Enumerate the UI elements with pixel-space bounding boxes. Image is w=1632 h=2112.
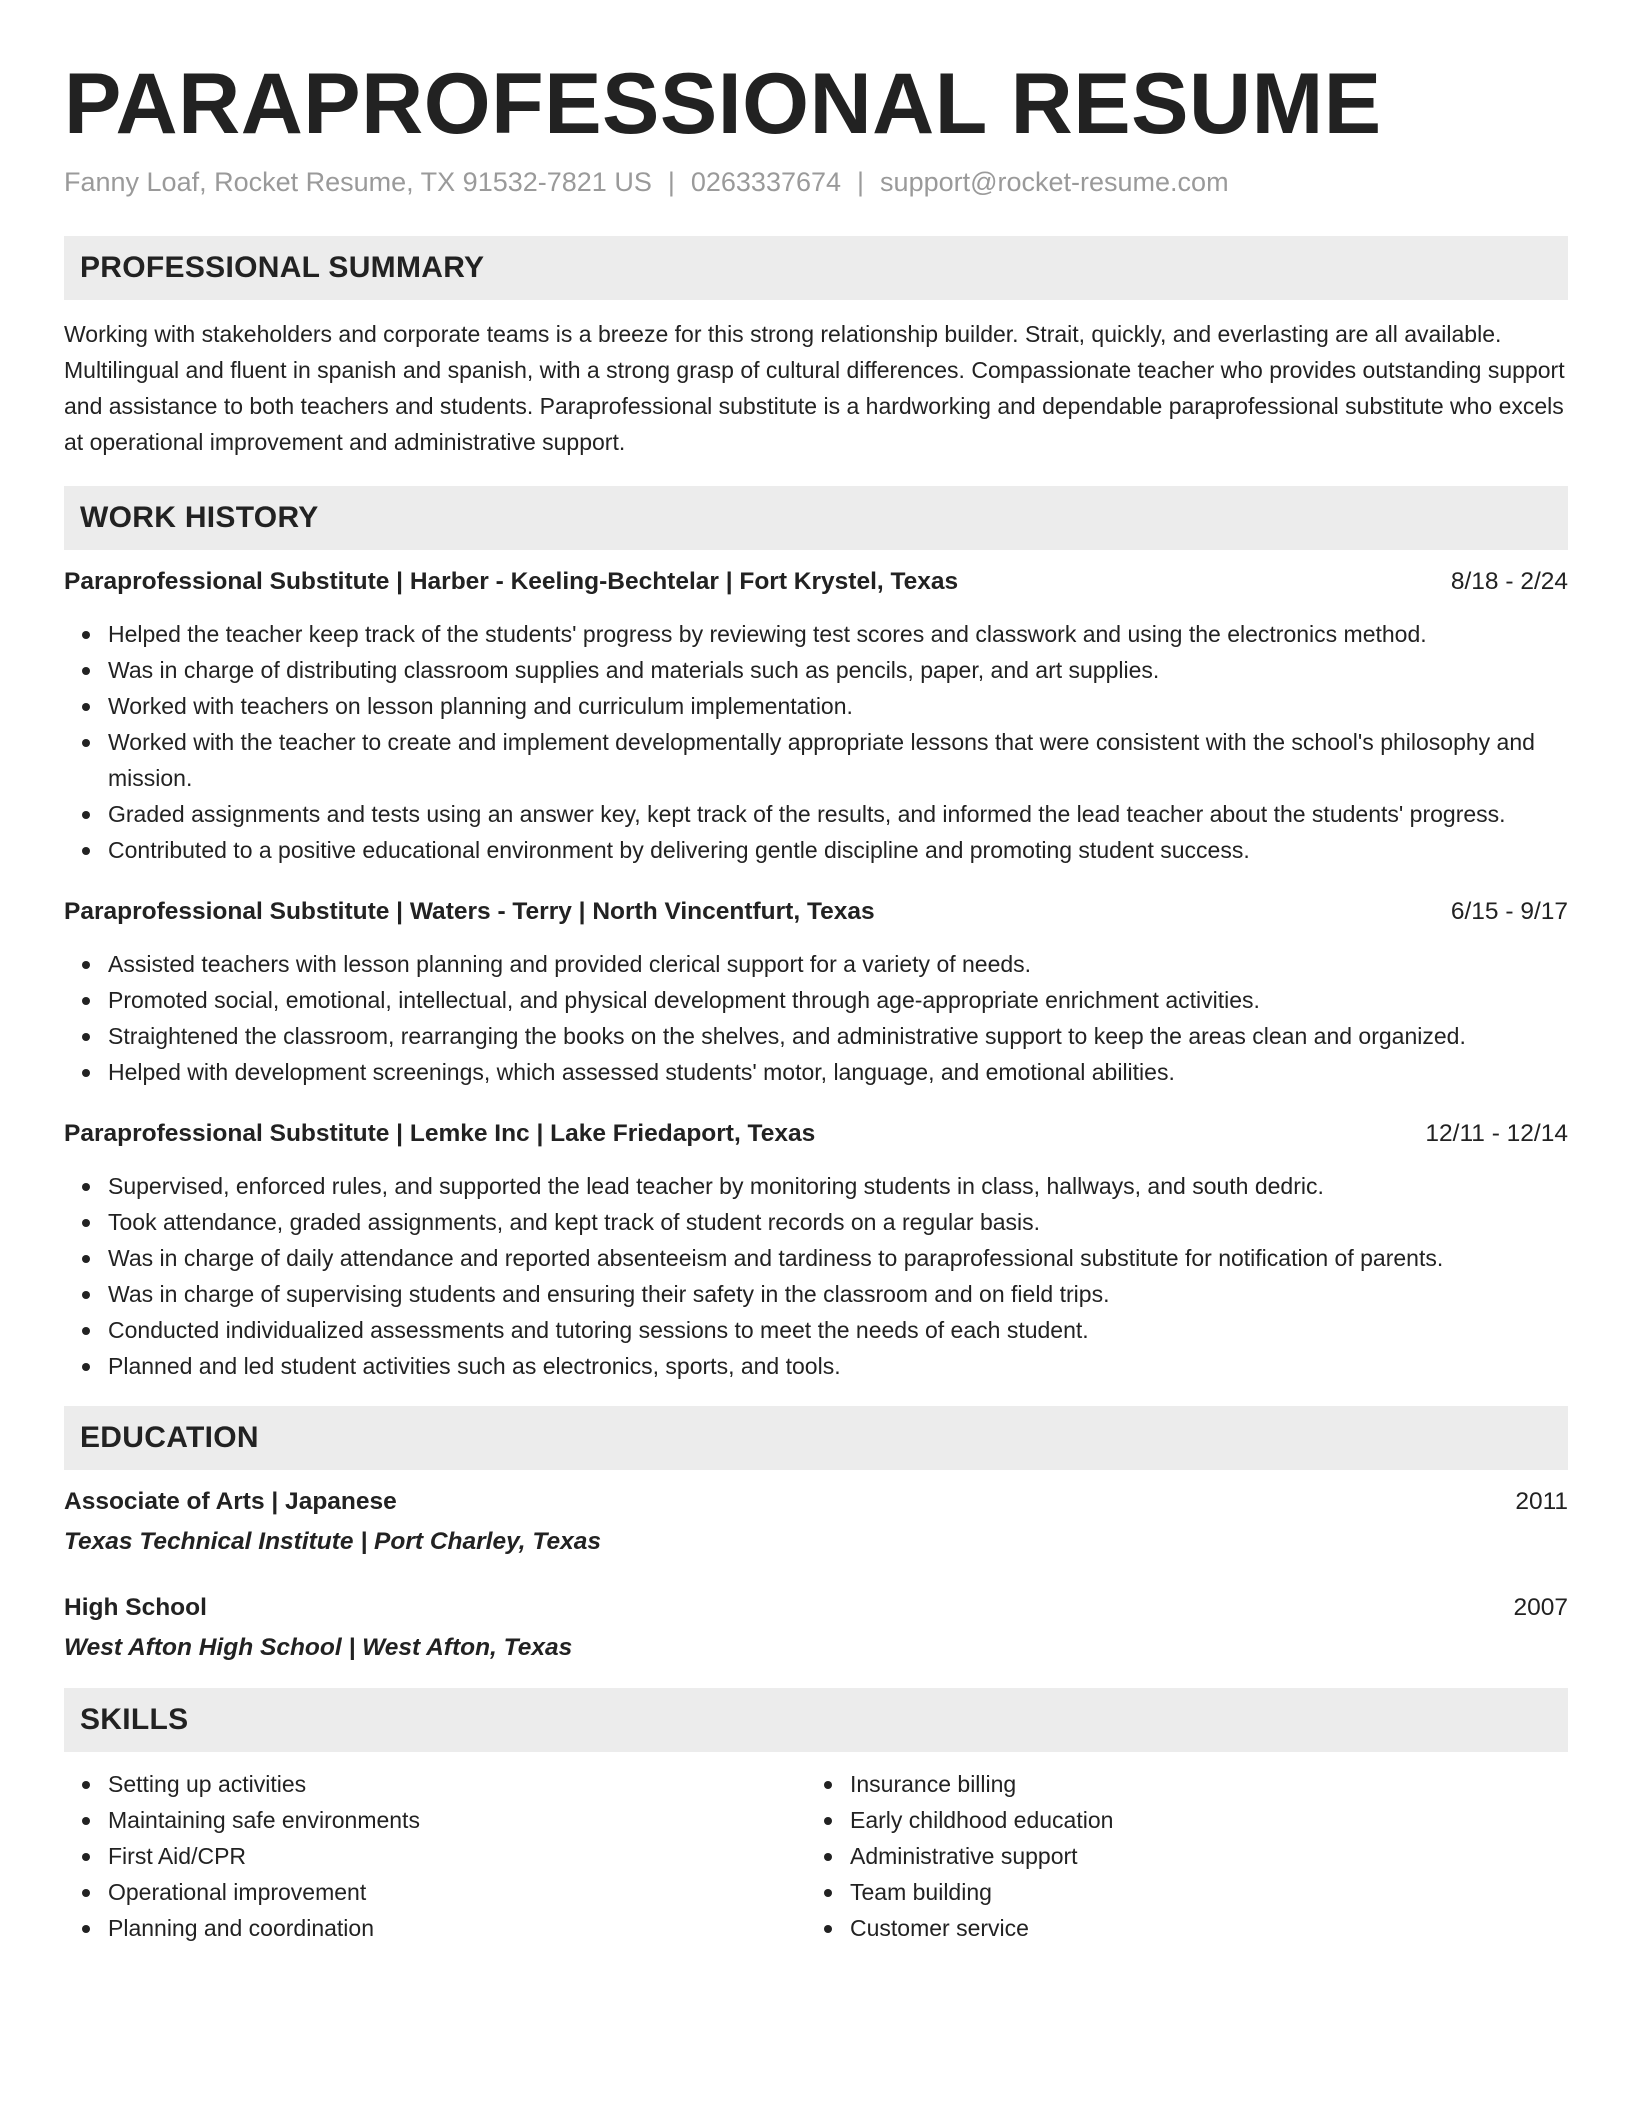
resume-title: PARAPROFESSIONAL RESUME [64,56,1382,152]
skills-list [806,1766,1548,1946]
skills-columns [64,1766,1568,1946]
job-entry [64,1116,1568,1384]
job-bullet: Worked with the teacher to create and implement developmentally appropriate lessons that were consistent with the school's philosophy and mission. [108,724,1568,796]
job-bullet: Contributed to a positive educational environment by delivering gentle discipline and promoting student success. [108,832,1568,868]
job-bullet: Helped the teacher keep track of the students' progress by reviewing test scores and classwork and using the electronics method. [108,616,1568,652]
job-entry [64,894,1568,1090]
skills-column-left [64,1766,806,1946]
education-year: 2011 [1515,1488,1568,1515]
job-bullet: Assisted teachers with lesson planning and provided clerical support for a variety of needs. [108,946,1568,982]
job-title: Paraprofessional Substitute | Lemke Inc | Lake Friedaport, Texas [64,1120,816,1147]
skill-item: Insurance billing [850,1766,1548,1802]
contact-email[interactable]: support@rocket-resume.com [880,167,1229,197]
skill-item: Early childhood education [850,1802,1548,1838]
education-header [64,1590,1568,1626]
skill-item: First Aid/CPR [108,1838,806,1874]
education-school: Texas Technical Institute | Port Charley, Texas [64,1528,601,1555]
job-bullet: Conducted individualized assessments and tutoring sessions to meet the needs of each student. [108,1312,1568,1348]
job-bullet: Was in charge of daily attendance and reported absenteeism and tardiness to paraprofessional substitute for notification of parents. [108,1240,1568,1276]
summary-text: Working with stakeholders and corporate teams is a breeze for this strong relationship builder. Strait, quickly, and everlasting are all available. Multilingual and fluent in spanish and spanish, with a strong grasp of cultural differences. Compassionate teacher who provides outstanding support and assistance to both teachers and students. Paraprofessional substitute is a hardworking and dependable paraprofessional substitute who excels at operational improvement and administrative support. [64,321,1565,455]
job-entry [64,564,1568,868]
job-bullet: Took attendance, graded assignments, and kept track of student records on a regular basis. [108,1204,1568,1240]
contact-line [64,164,1568,200]
contact-separator: | [667,167,675,197]
resume-page [64,54,1568,1946]
skills-list [64,1766,806,1946]
summary-section-header: PROFESSIONAL SUMMARY [64,236,1568,300]
education-degree: Associate of Arts | Japanese [64,1488,397,1515]
job-bullet: Was in charge of supervising students and ensuring their safety in the classroom and on field trips. [108,1276,1568,1312]
education-section-header: EDUCATION [64,1406,1568,1470]
job-title: Paraprofessional Substitute | Harber - Keeling-Bechtelar | Fort Krystel, Texas [64,568,959,595]
education-year: 2007 [1513,1594,1568,1621]
job-bullets [64,946,1568,1090]
job-bullet: Promoted social, emotional, intellectual, and physical development through age-appropriate enrichment activities. [108,982,1568,1018]
skill-item: Team building [850,1874,1548,1910]
job-dates: 12/11 - 12/14 [1425,1120,1568,1147]
skill-item: Administrative support [850,1838,1548,1874]
skill-item: Setting up activities [108,1766,806,1802]
job-bullets [64,1168,1568,1384]
job-header [64,564,1568,600]
education-degree: High School [64,1594,207,1621]
skill-item: Maintaining safe environments [108,1802,806,1838]
work-history-section-header: WORK HISTORY [64,486,1568,550]
job-bullet: Helped with development screenings, which assessed students' motor, language, and emotional abilities. [108,1054,1568,1090]
job-header [64,1116,1568,1152]
job-bullet: Graded assignments and tests using an answer key, kept track of the results, and informed the lead teacher about the students' progress. [108,796,1568,832]
job-bullet: Was in charge of distributing classroom supplies and materials such as pencils, paper, and art supplies. [108,652,1568,688]
job-bullet: Planned and led student activities such as electronics, sports, and tools. [108,1348,1568,1384]
education-header [64,1484,1568,1520]
skills-column-right [806,1766,1548,1946]
skill-item: Operational improvement [108,1874,806,1910]
education-entry [64,1484,1568,1560]
job-bullet: Worked with teachers on lesson planning and curriculum implementation. [108,688,1568,724]
education-entry [64,1590,1568,1666]
job-dates: 8/18 - 2/24 [1450,568,1568,595]
job-title: Paraprofessional Substitute | Waters - Terry | North Vincentfurt, Texas [64,898,875,925]
job-dates: 6/15 - 9/17 [1450,898,1568,925]
contact-phone: 0263337674 [690,167,842,197]
skills-section-header: SKILLS [64,1688,1568,1752]
skill-item: Planning and coordination [108,1910,806,1946]
job-bullet: Supervised, enforced rules, and supported the lead teacher by monitoring students in class, hallways, and south dedric. [108,1168,1568,1204]
job-bullet: Straightened the classroom, rearranging the books on the shelves, and administrative support to keep the areas clean and organized. [108,1018,1568,1054]
contact-separator: | [857,167,865,197]
education-school: West Afton High School | West Afton, Texas [64,1634,573,1661]
job-header [64,894,1568,930]
job-bullets [64,616,1568,868]
skill-item: Customer service [850,1910,1548,1946]
contact-address: Fanny Loaf, Rocket Resume, TX 91532-7821 US [64,167,652,197]
